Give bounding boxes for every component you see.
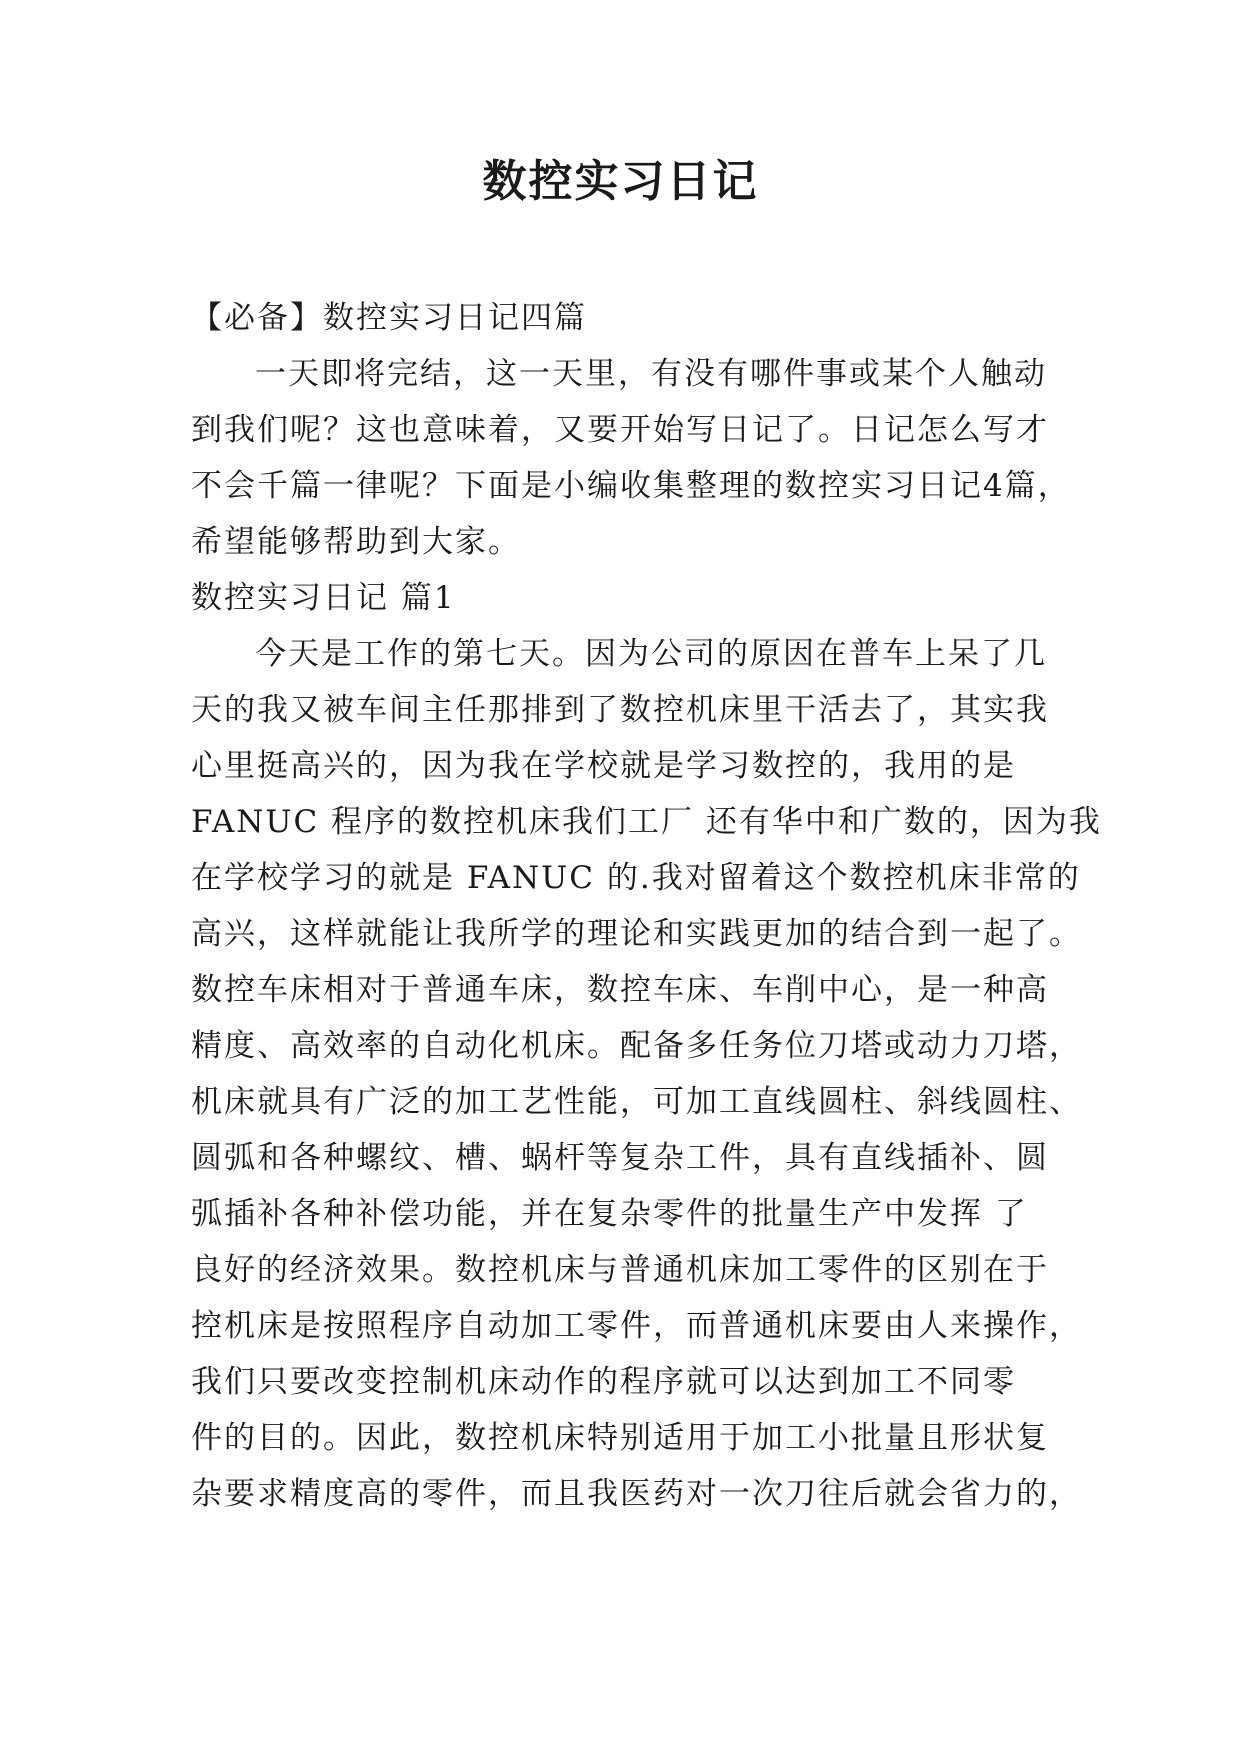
page-title: 数控实习日记 — [482, 156, 759, 207]
paragraph-line: 心里挺高兴的，因为我在学校就是学习数控的，我用的是 — [191, 748, 1016, 784]
paragraph-line: 今天是工作的第七天。因为公司的原因在普车上呆了几 — [255, 636, 1047, 672]
paragraph-line: 在学校学习的就是 FANUC 的.我对留着这个数控机床非常的 — [191, 860, 1081, 896]
paragraph-line: 杂要求精度高的零件，而且我医药对一次刀往后就会省力的， — [191, 1476, 1082, 1512]
paragraph-line: 弧插补各种补偿功能，并在复杂零件的批量生产中发挥 了 — [191, 1196, 1028, 1232]
section-heading: 数控实习日记 篇1 — [191, 580, 456, 616]
paragraph-line: 控机床是按照程序自动加工零件，而普通机床要由人来操作， — [191, 1308, 1082, 1344]
paragraph-line: 一天即将完结，这一天里，有没有哪件事或某个人触动 — [255, 356, 1047, 392]
paragraph-line: 件的目的。因此，数控机床特别适用于加工小批量且形状复 — [191, 1420, 1049, 1456]
paragraph-line: 希望能够帮助到大家。 — [191, 524, 521, 560]
paragraph-line: FANUC 程序的数控机床我们工厂 还有华中和广数的，因为我 — [191, 804, 1102, 840]
paragraph-line: 到我们呢？这也意味着，又要开始写日记了。日记怎么写才 — [191, 412, 1049, 448]
paragraph-line: 圆弧和各种螺纹、槽、蜗杆等复杂工件，具有直线插补、圆 — [191, 1140, 1049, 1176]
paragraph-line: 数控车床相对于普通车床，数控车床、车削中心，是一种高 — [191, 972, 1049, 1008]
paragraph-line: 天的我又被车间主任那排到了数控机床里干活去了，其实我 — [191, 692, 1049, 728]
paragraph-line: 我们只要改变控制机床动作的程序就可以达到加工不同零 — [191, 1364, 1016, 1400]
paragraph-line: 高兴，这样就能让我所学的理论和实践更加的结合到一起了。 — [191, 916, 1082, 952]
paragraph-line: 机床就具有广泛的加工艺性能，可加工直线圆柱、斜线圆柱、 — [191, 1084, 1082, 1120]
paragraph-line: 良好的经济效果。数控机床与普通机床加工零件的区别在于 — [191, 1252, 1049, 1288]
paragraph-line: 精度、高效率的自动化机床。配备多任务位刀塔或动力刀塔， — [191, 1028, 1082, 1064]
paragraph-line: 不会千篇一律呢？下面是小编收集整理的数控实习日记4篇， — [191, 468, 1071, 504]
document-body — [191, 290, 1102, 1522]
intro-heading: 【必备】数控实习日记四篇 — [191, 300, 587, 336]
